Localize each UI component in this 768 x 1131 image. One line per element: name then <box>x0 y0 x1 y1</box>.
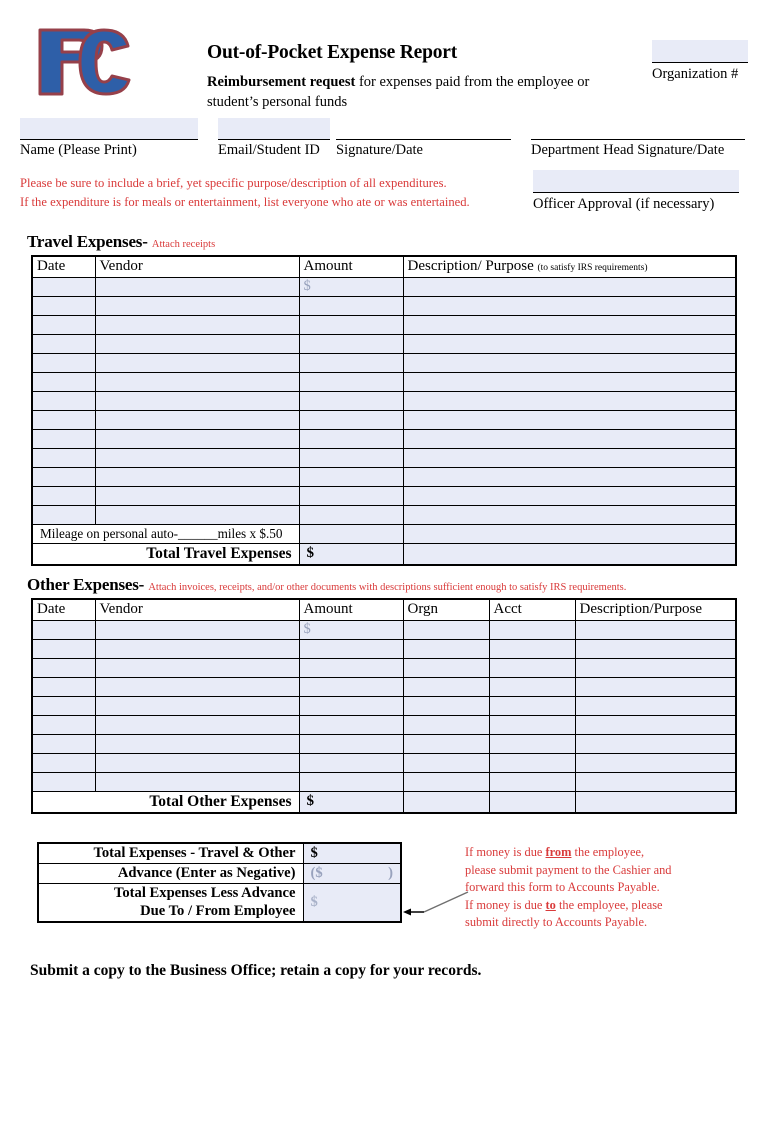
travel-cell-date[interactable] <box>32 277 95 296</box>
travel-table-row <box>32 505 736 524</box>
travel-cell-date[interactable] <box>32 467 95 486</box>
travel-total-row <box>32 543 736 565</box>
other-cell-description[interactable] <box>575 620 736 639</box>
travel-cell-vendor[interactable] <box>95 505 299 524</box>
mileage-label[interactable]: Mileage on personal auto-______miles x $.50 <box>32 524 299 543</box>
travel-header-row <box>32 256 736 277</box>
pointer-arrow-icon <box>402 890 472 920</box>
other-total-marker: $ <box>306 793 314 810</box>
other-cell-description[interactable] <box>575 696 736 715</box>
note-l1b: from <box>545 845 572 859</box>
travel-cell-amount[interactable] <box>299 372 403 391</box>
other-cell-orgn[interactable] <box>403 734 489 753</box>
name-label: Name (Please Print) <box>20 142 137 158</box>
other-heading-note: Attach invoices, receipts, and/or other documents with descriptions sufficient enough to satisfy IRS requirements. <box>148 582 627 593</box>
other-cell-orgn[interactable] <box>403 696 489 715</box>
other-table-row <box>32 620 736 639</box>
other-cell-acct[interactable] <box>489 658 575 677</box>
summary-less-advance-line1: Total Expenses Less Advance <box>113 885 296 902</box>
travel-cell-vendor[interactable] <box>95 486 299 505</box>
other-cell-vendor[interactable] <box>95 639 299 658</box>
travel-cell-date[interactable] <box>32 334 95 353</box>
travel-cell-amount[interactable]: $ <box>299 277 403 296</box>
subtitle-bold: Reimbursement request <box>207 74 356 91</box>
summary-total-label: Total Expenses - Travel & Other <box>38 843 303 864</box>
other-cell-acct[interactable] <box>489 639 575 658</box>
travel-cell-date[interactable] <box>32 410 95 429</box>
summary-section <box>0 842 768 938</box>
other-cell-vendor[interactable] <box>95 715 299 734</box>
travel-heading-text: Travel Expenses <box>27 232 143 251</box>
other-cell-amount[interactable]: $ <box>299 620 403 639</box>
travel-cell-vendor[interactable] <box>95 467 299 486</box>
travel-cell-amount[interactable] <box>299 467 403 486</box>
summary-row-total <box>38 843 401 864</box>
travel-cell-amount[interactable] <box>299 315 403 334</box>
summary-advance-label: Advance (Enter as Negative) <box>38 864 303 884</box>
travel-col-date: Date <box>32 256 95 277</box>
other-cell-acct[interactable] <box>489 734 575 753</box>
travel-table-row <box>32 429 736 448</box>
summary-total-input[interactable] <box>303 843 401 864</box>
travel-cell-amount[interactable] <box>299 353 403 372</box>
summary-less-advance-label <box>38 884 303 922</box>
dept-head-input[interactable] <box>531 118 745 140</box>
other-cell-date[interactable] <box>32 734 95 753</box>
travel-cell-amount[interactable] <box>299 448 403 467</box>
summary-note-line-1 <box>465 844 671 862</box>
travel-cell-amount[interactable] <box>299 486 403 505</box>
other-cell-acct[interactable] <box>489 696 575 715</box>
summary-note-line-5: submit directly to Accounts Payable. <box>465 915 648 930</box>
travel-table-row <box>32 372 736 391</box>
other-cell-amount[interactable] <box>299 658 403 677</box>
other-cell-orgn[interactable] <box>403 658 489 677</box>
officer-approval-input[interactable] <box>533 170 739 193</box>
other-cell-amount[interactable] <box>299 734 403 753</box>
email-field-group <box>218 118 330 159</box>
summary-less-advance-input[interactable] <box>303 884 401 922</box>
signature-label: Signature/Date <box>336 142 423 158</box>
other-cell-amount[interactable] <box>299 639 403 658</box>
travel-cell-date[interactable] <box>32 372 95 391</box>
travel-cell-vendor[interactable] <box>95 277 299 296</box>
other-cell-vendor[interactable] <box>95 658 299 677</box>
note-l4c: the employee, please <box>555 897 663 912</box>
travel-col-description-text: Description/ Purpose <box>407 258 534 275</box>
travel-cell-date[interactable] <box>32 353 95 372</box>
other-cell-date[interactable] <box>32 658 95 677</box>
other-cell-date[interactable] <box>32 772 95 791</box>
travel-cell-description[interactable] <box>403 296 736 315</box>
travel-cell-amount[interactable] <box>299 391 403 410</box>
other-total-label: Total Other Expenses <box>32 791 299 813</box>
other-cell-orgn[interactable] <box>403 677 489 696</box>
travel-cell-description[interactable] <box>403 448 736 467</box>
travel-total-marker: $ <box>306 545 314 562</box>
other-col-acct: Acct <box>489 599 575 620</box>
other-col-vendor: Vendor <box>95 599 299 620</box>
other-total-input[interactable] <box>299 791 403 813</box>
name-field-group <box>20 118 198 159</box>
other-cell-description[interactable] <box>575 677 736 696</box>
summary-less-advance-line2: Due To / From Employee <box>140 902 296 919</box>
other-cell-acct[interactable] <box>489 753 575 772</box>
other-cell-vendor[interactable] <box>95 696 299 715</box>
travel-cell-description[interactable] <box>403 410 736 429</box>
other-total-empty-3 <box>575 791 736 813</box>
other-table-row <box>32 772 736 791</box>
dept-head-field-group <box>531 118 745 159</box>
other-cell-orgn[interactable] <box>403 753 489 772</box>
summary-row-less-advance <box>38 884 401 922</box>
other-table-row <box>32 734 736 753</box>
other-header-row <box>32 599 736 620</box>
other-cell-acct[interactable] <box>489 715 575 734</box>
other-cell-amount[interactable] <box>299 753 403 772</box>
other-col-description: Description/Purpose <box>575 599 736 620</box>
travel-cell-description[interactable] <box>403 315 736 334</box>
organization-number-label: Organization # <box>652 66 739 82</box>
travel-table-row <box>32 448 736 467</box>
summary-advance-marker: ($ <box>310 865 323 882</box>
note-l4b: to <box>545 897 556 912</box>
signature-row <box>0 118 768 164</box>
other-cell-amount[interactable] <box>299 772 403 791</box>
other-cell-date[interactable] <box>32 639 95 658</box>
other-cell-acct[interactable] <box>489 772 575 791</box>
summary-note-line-2: please submit payment to the Cashier and <box>465 862 672 877</box>
travel-cell-date[interactable] <box>32 391 95 410</box>
other-cell-description[interactable] <box>575 658 736 677</box>
other-cell-orgn[interactable] <box>403 639 489 658</box>
email-input[interactable] <box>218 118 330 140</box>
other-cell-orgn[interactable] <box>403 620 489 639</box>
other-heading-text: Other Expenses <box>27 575 139 594</box>
travel-cell-vendor[interactable] <box>95 391 299 410</box>
summary-less-advance-marker: $ <box>310 894 318 911</box>
other-table-row <box>32 639 736 658</box>
travel-cell-amount[interactable] <box>299 429 403 448</box>
other-table-row <box>32 753 736 772</box>
page-subtitle <box>207 73 637 111</box>
other-cell-date[interactable] <box>32 677 95 696</box>
travel-cell-description[interactable] <box>403 467 736 486</box>
travel-expenses-table <box>31 255 737 566</box>
travel-cell-date[interactable] <box>32 448 95 467</box>
travel-col-description <box>403 256 736 277</box>
travel-cell-vendor[interactable] <box>95 315 299 334</box>
other-expenses-table <box>31 598 737 814</box>
other-table-row <box>32 696 736 715</box>
summary-advance-input[interactable] <box>303 864 401 884</box>
email-label: Email/Student ID <box>218 142 320 158</box>
other-cell-acct[interactable] <box>489 620 575 639</box>
travel-cell-description[interactable] <box>403 372 736 391</box>
mileage-amount-input[interactable] <box>299 524 403 543</box>
travel-cell-description[interactable] <box>403 505 736 524</box>
travel-cell-vendor[interactable] <box>95 334 299 353</box>
summary-table <box>37 842 402 923</box>
travel-cell-date[interactable] <box>32 486 95 505</box>
travel-cell-date[interactable] <box>32 296 95 315</box>
travel-table-row <box>32 296 736 315</box>
other-cell-vendor[interactable] <box>95 753 299 772</box>
instructions-row <box>0 174 768 232</box>
travel-table-row <box>32 277 736 296</box>
summary-total-marker: $ <box>310 845 318 862</box>
travel-cell-date[interactable] <box>32 505 95 524</box>
other-cell-date[interactable] <box>32 620 95 639</box>
travel-cell-description[interactable] <box>403 277 736 296</box>
other-cell-description[interactable] <box>575 734 736 753</box>
summary-note-line-3: forward this form to Accounts Payable. <box>465 880 660 895</box>
other-cell-orgn[interactable] <box>403 772 489 791</box>
other-cell-description[interactable] <box>575 753 736 772</box>
travel-mileage-row <box>32 524 736 543</box>
travel-table-row <box>32 353 736 372</box>
other-table-row <box>32 715 736 734</box>
organization-number-block <box>652 40 752 83</box>
title-block <box>207 42 637 112</box>
travel-cell-vendor[interactable] <box>95 410 299 429</box>
pc-monogram-logo <box>32 22 136 108</box>
signature-field-group <box>336 118 511 159</box>
other-cell-amount[interactable] <box>299 677 403 696</box>
travel-table-row <box>32 486 736 505</box>
other-cell-description[interactable] <box>575 639 736 658</box>
travel-cell-amount[interactable] <box>299 410 403 429</box>
other-cell-vendor[interactable] <box>95 772 299 791</box>
summary-advance-close: ) <box>388 865 393 882</box>
other-cell-description[interactable] <box>575 772 736 791</box>
page-title: Out-of-Pocket Expense Report <box>207 42 458 63</box>
travel-heading-dash: - <box>142 232 148 251</box>
travel-section-heading <box>27 232 768 252</box>
other-cell-date[interactable] <box>32 715 95 734</box>
travel-cell-vendor[interactable] <box>95 372 299 391</box>
travel-cell-description[interactable] <box>403 486 736 505</box>
other-heading-dash: - <box>138 575 145 594</box>
note-l4a: If money is due <box>465 897 546 912</box>
other-cell-amount[interactable] <box>299 715 403 734</box>
travel-table-row <box>32 467 736 486</box>
travel-cell-description[interactable] <box>403 334 736 353</box>
summary-note-line-4 <box>465 897 671 915</box>
travel-cell-amount[interactable] <box>299 334 403 353</box>
other-cell-vendor[interactable] <box>95 620 299 639</box>
other-cell-orgn[interactable] <box>403 715 489 734</box>
travel-table-row <box>32 410 736 429</box>
travel-cell-description[interactable] <box>403 429 736 448</box>
other-cell-vendor[interactable] <box>95 734 299 753</box>
travel-cell-description[interactable] <box>403 353 736 372</box>
other-cell-date[interactable] <box>32 753 95 772</box>
footer-instruction: Submit a copy to the Business Office; retain a copy for your records. <box>30 962 482 979</box>
travel-cell-description[interactable] <box>403 391 736 410</box>
travel-cell-date[interactable] <box>32 429 95 448</box>
travel-col-amount: Amount <box>299 256 403 277</box>
travel-cell-vendor[interactable] <box>95 448 299 467</box>
other-cell-date[interactable] <box>32 696 95 715</box>
other-total-empty-2 <box>489 791 575 813</box>
travel-col-description-note: (to satisfy IRS requirements) <box>537 263 648 274</box>
organization-number-input[interactable] <box>652 40 748 63</box>
officer-approval-block <box>533 170 745 213</box>
travel-cell-amount[interactable] <box>299 505 403 524</box>
instructions-line-1: Please be sure to include a brief, yet specific purpose/description of all expenditures. <box>20 176 447 190</box>
note-l1c: the employee, <box>571 845 645 859</box>
instructions-line-2: If the expenditure is for meals or entertainment, list everyone who ate or was entertained. <box>20 195 470 210</box>
other-table-row <box>32 677 736 696</box>
page-header <box>0 0 768 118</box>
other-total-row <box>32 791 736 813</box>
other-section-heading <box>27 575 768 595</box>
other-col-orgn: Orgn <box>403 599 489 620</box>
name-input[interactable] <box>20 118 198 140</box>
travel-table-row <box>32 315 736 334</box>
other-cell-description[interactable] <box>575 715 736 734</box>
travel-heading-note: Attach receipts <box>151 239 216 250</box>
travel-cell-date[interactable] <box>32 315 95 334</box>
travel-col-vendor: Vendor <box>95 256 299 277</box>
other-total-empty-1 <box>403 791 489 813</box>
travel-total-input[interactable] <box>299 543 403 565</box>
mileage-empty-cell <box>403 524 736 543</box>
other-cell-acct[interactable] <box>489 677 575 696</box>
other-cell-amount[interactable] <box>299 696 403 715</box>
travel-table-row <box>32 391 736 410</box>
travel-table-row <box>32 334 736 353</box>
travel-cell-amount[interactable] <box>299 296 403 315</box>
travel-cell-vendor[interactable] <box>95 353 299 372</box>
travel-cell-vendor[interactable] <box>95 429 299 448</box>
signature-input[interactable] <box>336 118 511 140</box>
summary-note-text <box>465 844 671 932</box>
other-col-amount: Amount <box>299 599 403 620</box>
other-col-date: Date <box>32 599 95 620</box>
note-l1a: If money is due <box>465 845 546 859</box>
travel-cell-vendor[interactable] <box>95 296 299 315</box>
other-table-row <box>32 658 736 677</box>
instructions-text <box>20 174 470 212</box>
other-cell-vendor[interactable] <box>95 677 299 696</box>
officer-approval-label: Officer Approval (if necessary) <box>533 196 715 212</box>
summary-row-advance <box>38 864 401 884</box>
travel-total-empty-cell <box>403 543 736 565</box>
subtitle-rest: for expenses paid from the employee or student’s personal funds <box>207 74 590 110</box>
travel-total-label: Total Travel Expenses <box>32 543 299 565</box>
dept-head-label: Department Head Signature/Date <box>531 142 725 158</box>
